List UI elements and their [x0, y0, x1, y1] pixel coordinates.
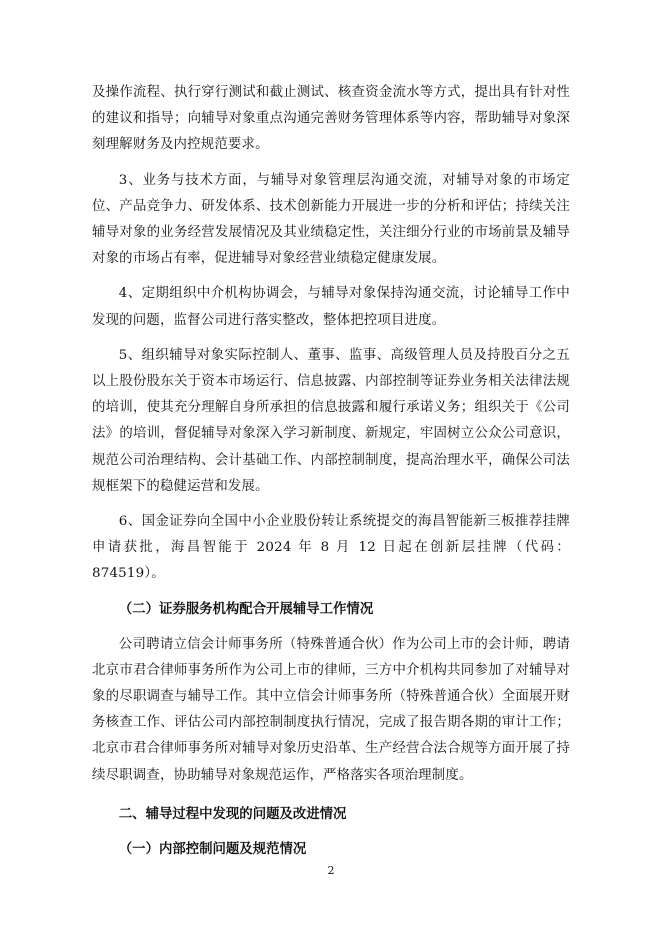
heading-cooperation: （二）证券服务机构配合开展辅导工作情况 [118, 601, 374, 617]
paragraph-continuation: 及操作流程、执行穿行测试和截止测试、核查资金流水等方式，提出具有针对性的建议和指导；向辅导对象重点沟通完善财务管理体系等内容，帮助辅导对象深刻理解财务及内控规范要求。 [92, 85, 570, 153]
paragraph-business-technology: 3、业务与技术方面，与辅导对象管理层沟通交流，对辅导对象的市场定位、产品竞争力、研发体系、技术创新能力开展进一步的分析和评估；持续关注辅导对象的业务经营发展情况及其业绩稳定性，关注细分行业的市场前景及辅导对象的市场占有率，促进辅导对象经营业绩稳定健康发展。 [92, 172, 570, 267]
paragraph-coordination-meetings: 4、定期组织中介机构协调会，与辅导对象保持沟通交流，讨论辅导工作中发现的问题，监督公司进行落实整改，整体把控项目进度。 [92, 286, 570, 328]
paragraph-cooperation: 公司聘请立信会计师事务所（特殊普通合伙）作为公司上市的会计师，聘请北京市君合律师事务所作为公司上市的律师，三方中介机构共同参加了对辅导对象的尽职调查与辅导工作。其中立信会计师事务所（特殊普通合伙）全面展开财务核查工作、评估公司内部控制制度执行情况，完成了报告期各期的审计工作；北京市君合律师事务所对辅导对象历史沿革、生产经营合法合规等方面开展了持续尽职调查，协助辅导对象规范运作，严格落实各项治理制度。 [92, 636, 570, 783]
heading-internal-control: （一）内部控制问题及规范情况 [118, 841, 307, 857]
paragraph-training: 5、组织辅导对象实际控制人、董事、监事、高级管理人员及持股百分之五以上股份股东关于资本市场运行、信息披露、内部控制等证券业务相关法律法规的培训，使其充分理解自身所承担的信息披露和履行承诺义务；组织关于《公司法》的培训，督促辅导对象深入学习新制度、新规定，牢固树立公众公司意识，规范公司治理结构、会计基础工作、内部控制制度，提高治理水平，确保公司法规框架下的稳健运营和发展。 [92, 347, 570, 494]
heading-section-two: 二、辅导过程中发现的问题及改进情况 [118, 806, 347, 822]
page-number: 2 [327, 864, 335, 877]
paragraph-listing: 6、国金证券向全国中小企业股份转让系统提交的海昌智能新三板推荐挂牌申请获批，海昌智能于 2024 年 8 月 12 日起在创新层挂牌（代码：874519）。 [92, 514, 570, 582]
